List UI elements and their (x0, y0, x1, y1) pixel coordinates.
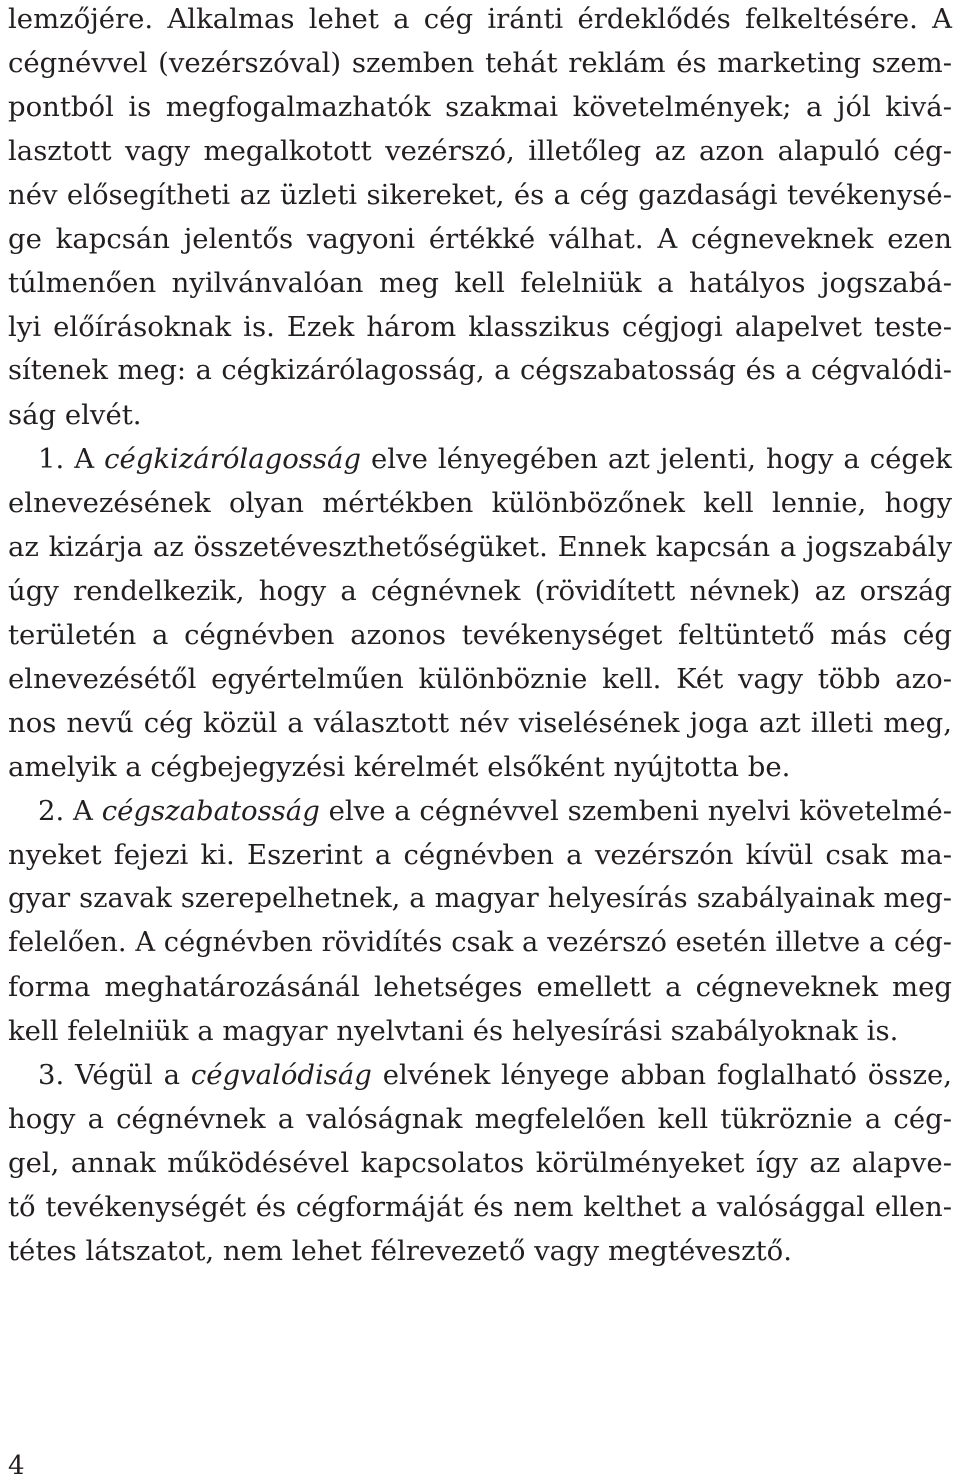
text-line: tétes látszatot, nem lehet félrevezető vagy megtévesztő. (8, 1235, 792, 1267)
numbered-paragraph-start (38, 437, 952, 481)
line-start-text: 3. Végül a (38, 1059, 191, 1091)
numbered-paragraph-start (38, 789, 952, 833)
text-line: az kizárja az összetéveszthetőségüket. Ennek kapcsán a jogszabály (8, 531, 952, 563)
text-line: hogy a cégnévnek a valóságnak megfelelően kell tükröznie a cég- (8, 1103, 952, 1135)
text-line: ge kapcsán jelentős vagyoni értékké válhat. A cégneveknek ezen (8, 223, 952, 255)
text-line: kell felelniük a magyar nyelvtani és helyesírási szabályoknak is. (8, 1015, 899, 1047)
text-line: gyar szavak szerepelhetnek, a magyar helyesírás szabályainak meg- (8, 883, 952, 914)
italic-term: cégkizárólagosság (104, 443, 361, 475)
line-start-text: 2. A (38, 795, 102, 827)
numbered-paragraph-start (38, 1053, 952, 1097)
text-line: lasztott vagy megalkotott vezérszó, illetőleg az azon alapuló cég- (8, 135, 952, 167)
text-line: lyi előírásoknak is. Ezek három klasszikus cégjogi alapelvet teste- (8, 311, 952, 343)
line-start-text: 1. A (38, 443, 105, 475)
text-line: sítenek meg: a cégkizárólagosság, a cégszabatosság és a cégvalódi- (8, 355, 952, 386)
text-line: felelően. A cégnévben rövidítés csak a vezérszó esetén illetve a cég- (8, 927, 952, 958)
text-line: elnevezésének olyan mértékben különbözőnek kell lennie, hogy (8, 487, 952, 519)
line-end-text: elve a cégnévvel szembeni nyelvi követelmé- (319, 795, 952, 827)
text-line: forma meghatározásánál lehetséges emellett a cégneveknek meg (8, 971, 952, 1003)
text-line: úgy rendelkezik, hogy a cégnévnek (rövidített névnek) az ország (8, 575, 952, 607)
text-line: területén a cégnévben azonos tevékenységet feltüntető más cég (8, 619, 952, 651)
line-end-text: elvének lényege abban foglalható össze, (371, 1059, 953, 1091)
italic-term: cégvalódiság (190, 1059, 372, 1091)
text-line: nos nevű cég közül a választott név viselésének joga azt illeti meg, (8, 707, 952, 739)
text-line: túlmenően nyilvánvalóan meg kell felelniük a hatályos jogszabá- (8, 267, 952, 299)
text-line: nyeket fejezi ki. Eszerint a cégnévben a vezérszón kívül csak ma- (8, 839, 952, 871)
page-number: 4 (8, 1451, 25, 1481)
text-line: tő tevékenységét és cégformáját és nem kelthet a valósággal ellen- (8, 1191, 952, 1223)
italic-term: cégszabatosság (101, 795, 320, 827)
line-end-text: elve lényegében azt jelenti, hogy a cégek (360, 443, 952, 475)
text-line: pontból is megfogalmazhatók szakmai követelmények; a jól kivá- (8, 91, 952, 123)
text-line: cégnévvel (vezérszóval) szemben tehát reklám és marketing szem- (8, 47, 952, 79)
text-line: amelyik a cégbejegyzési kérelmét elsőként nyújtotta be. (8, 751, 791, 783)
text-line: ság elvét. (8, 399, 142, 431)
text-line: név elősegítheti az üzleti sikereket, és a cég gazdasági tevékenysé- (8, 179, 952, 211)
text-line: gel, annak működésével kapcsolatos körülményeket így az alapve- (8, 1147, 952, 1179)
text-line: lemzőjére. Alkalmas lehet a cég iránti érdeklődés felkeltésére. A (8, 3, 952, 35)
text-line: elnevezésétől egyértelműen különböznie kell. Két vagy több azo- (8, 663, 952, 695)
